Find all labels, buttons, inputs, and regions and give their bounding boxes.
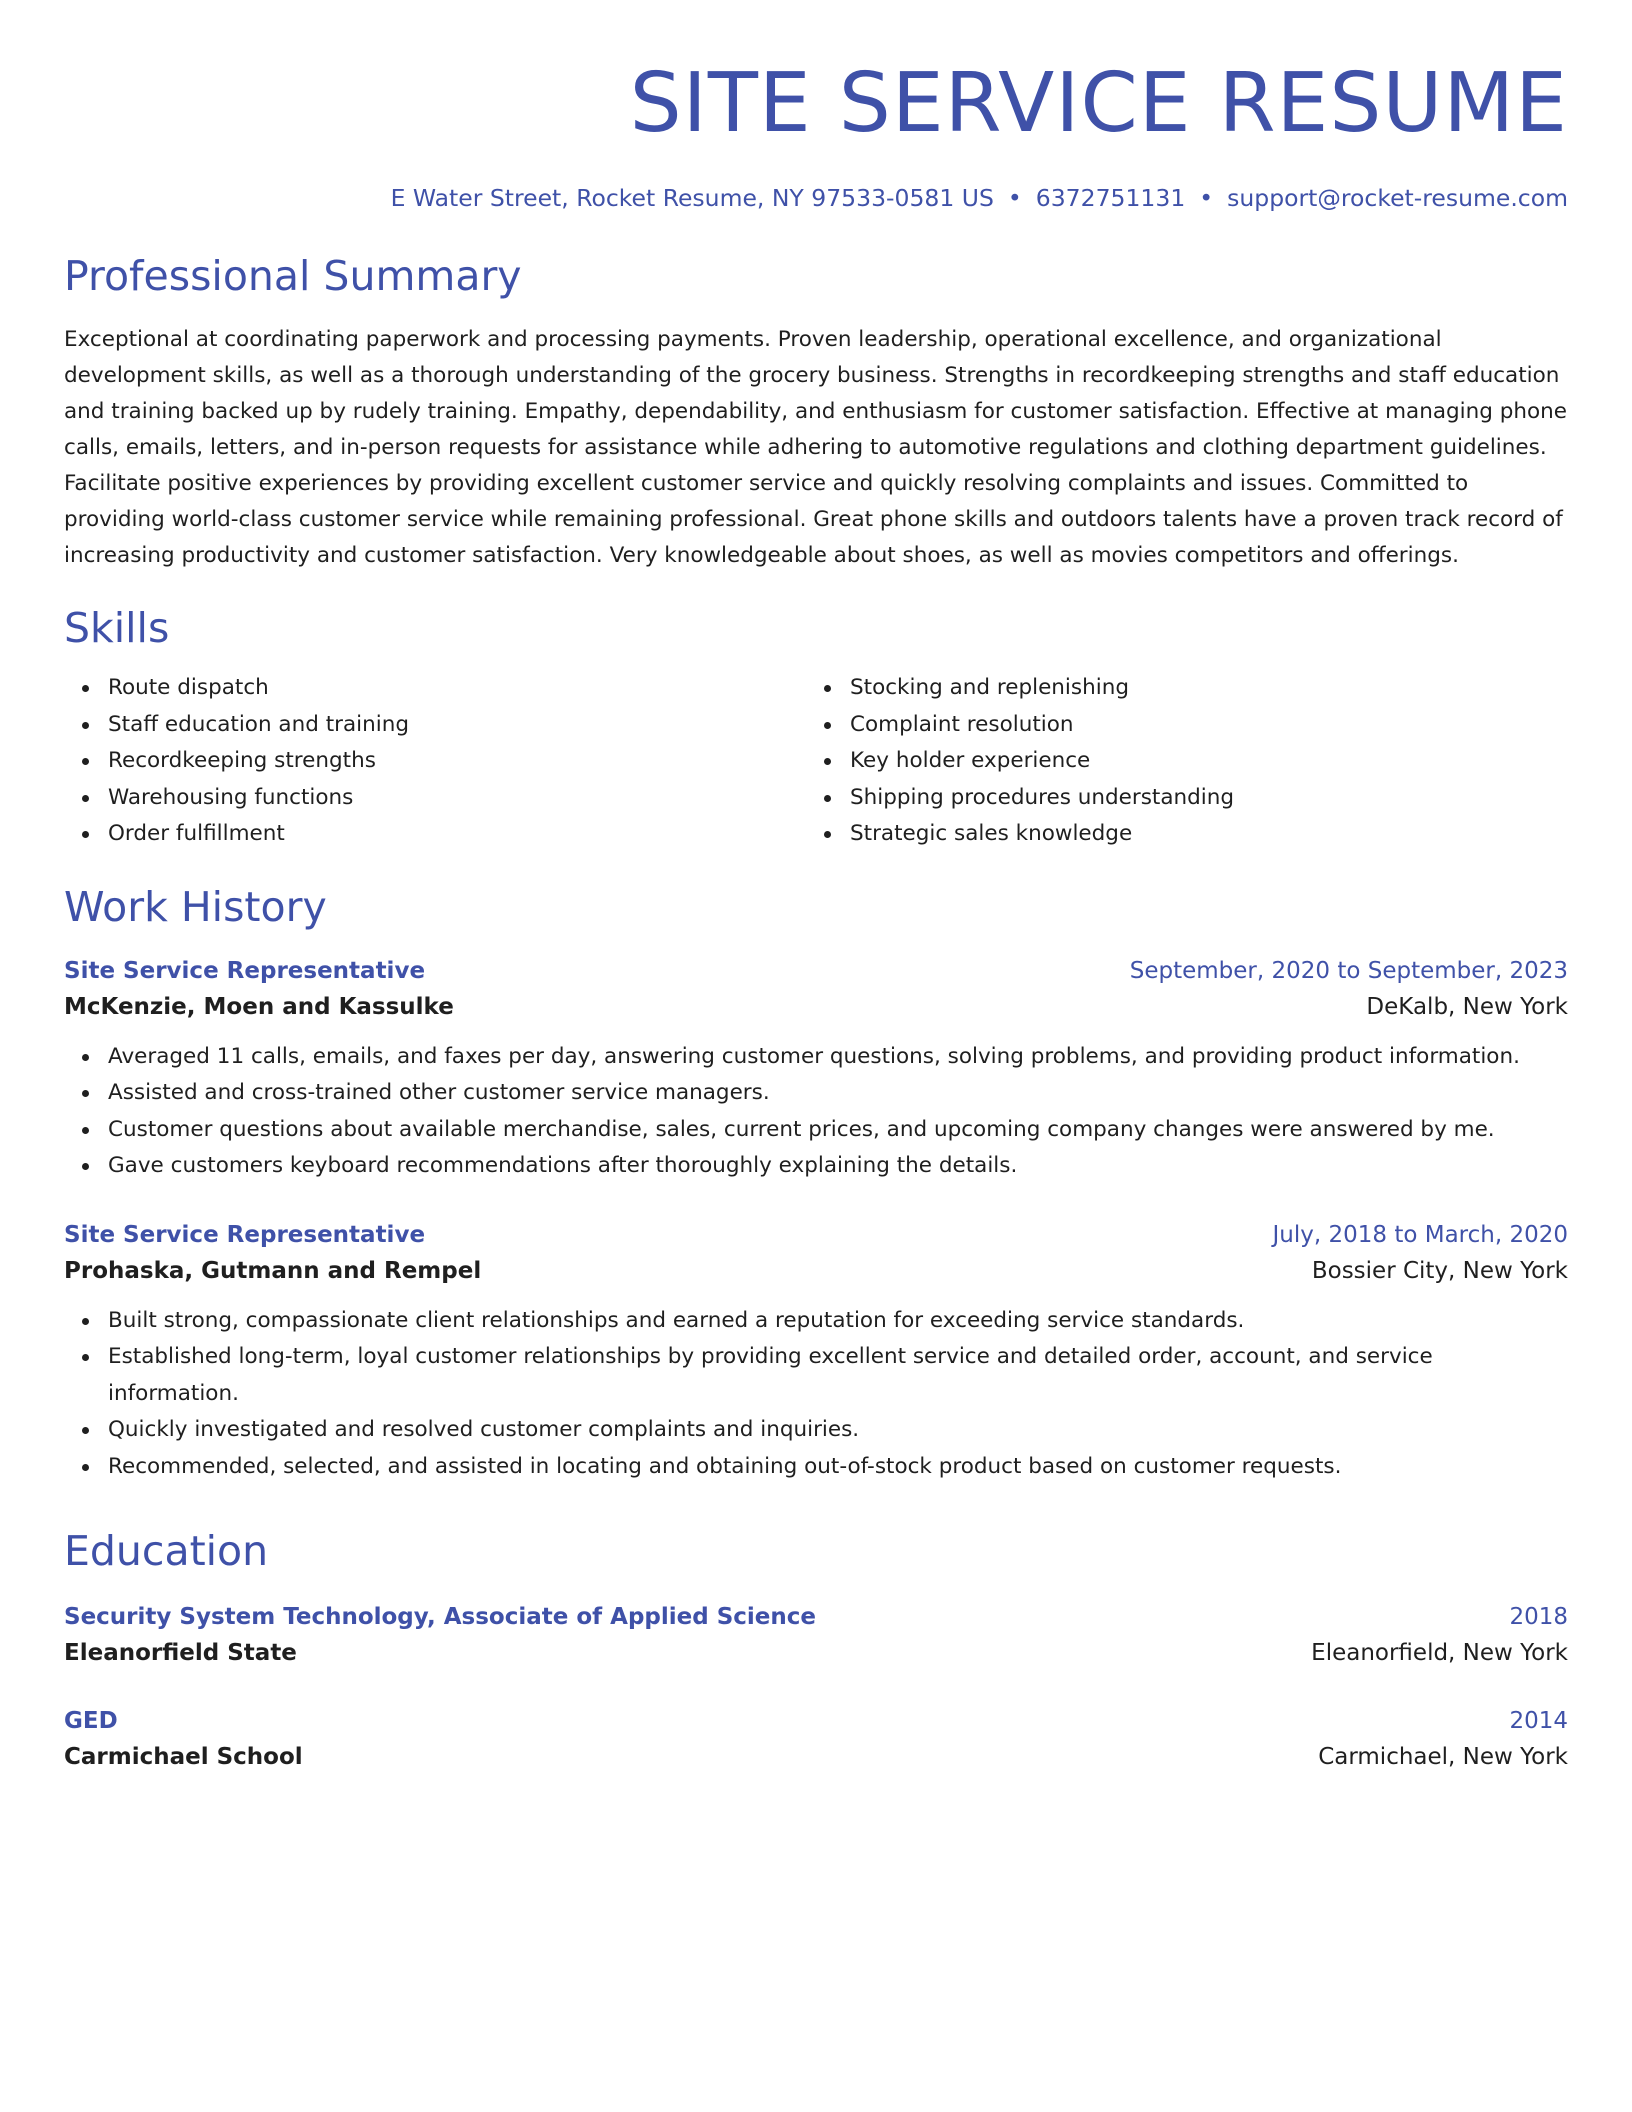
job-entry [64, 1217, 1568, 1486]
job-company: Prohaska, Gutmann and Rempel [64, 1257, 482, 1284]
contact-address: E Water Street, Rocket Resume, NY 97533-0581 US [390, 184, 994, 212]
degree: Security System Technology, Associate of Applied Science [64, 1604, 817, 1630]
job-bullet: Quickly investigated and resolved customer complaints and inquiries. [108, 1412, 1568, 1449]
job-dates: September, 2020 to September, 2023 [1129, 957, 1568, 984]
resume-header [64, 54, 1568, 214]
contact-separator: • [1007, 184, 1022, 212]
job-bullet: Assisted and cross-trained other customer service managers. [108, 1075, 1568, 1112]
job-company-row [64, 989, 1568, 1025]
job-location: DeKalb, New York [1366, 993, 1568, 1020]
job-title-row [64, 953, 1568, 989]
school-name: Eleanorfield State [64, 1640, 297, 1666]
skill-item: Stocking and replenishing [850, 670, 1548, 707]
job-company: McKenzie, Moen and Kassulke [64, 993, 454, 1020]
degree-row [64, 1599, 1568, 1635]
education-heading: Education [64, 1527, 269, 1575]
job-company-row [64, 1253, 1568, 1289]
school-location: Carmichael, New York [1318, 1744, 1568, 1770]
education-entry [64, 1599, 1568, 1671]
skills-heading: Skills [64, 604, 170, 652]
job-location: Bossier City, New York [1311, 1257, 1568, 1284]
skill-item: Warehousing functions [108, 780, 806, 817]
skill-item: Recordkeeping strengths [108, 743, 806, 780]
school-name: Carmichael School [64, 1744, 303, 1770]
job-title: Site Service Representative [64, 1221, 426, 1248]
job-entry [64, 953, 1568, 1185]
school-row [64, 1739, 1568, 1775]
job-bullet: Customer questions about available merchandise, sales, current prices, and upcoming company changes were answered by me. [108, 1112, 1568, 1149]
school-location: Eleanorfield, New York [1311, 1640, 1568, 1666]
skill-item: Strategic sales knowledge [850, 816, 1548, 853]
skill-item: Shipping procedures understanding [850, 780, 1548, 817]
job-dates: July, 2018 to March, 2020 [1272, 1221, 1568, 1248]
job-bullet: Established long-term, loyal customer relationships by providing excellent service and detailed order, account, and service information. [108, 1339, 1568, 1412]
work-history-heading: Work History [64, 882, 327, 931]
job-bullet: Built strong, compassionate client relationships and earned a reputation for exceeding service standards. [108, 1303, 1568, 1340]
work-history-section [64, 881, 1568, 1486]
summary-heading: Professional Summary [64, 252, 522, 300]
skill-item: Key holder experience [850, 743, 1548, 780]
job-title-row [64, 1217, 1568, 1253]
resume-title: SITE SERVICE RESUME [629, 56, 1568, 151]
contact-phone: 6372751131 [1035, 184, 1186, 212]
education-section [64, 1525, 1568, 1775]
graduation-year: 2014 [1509, 1708, 1568, 1734]
job-bullet: Averaged 11 calls, emails, and faxes per day, answering customer questions, solving problems, and providing product information. [108, 1039, 1568, 1076]
skills-left-column [64, 670, 806, 853]
job-title: Site Service Representative [64, 957, 426, 984]
graduation-year: 2018 [1509, 1604, 1568, 1630]
job-bullet: Gave customers keyboard recommendations after thoroughly explaining the details. [108, 1148, 1568, 1185]
skill-item: Complaint resolution [850, 707, 1548, 744]
education-entry [64, 1703, 1568, 1775]
school-row [64, 1635, 1568, 1671]
summary-section [64, 250, 1568, 574]
job-bullet: Recommended, selected, and assisted in locating and obtaining out-of-stock product based on customer requests. [108, 1449, 1568, 1486]
contact-line [64, 182, 1568, 214]
contact-separator: • [1199, 184, 1214, 212]
job-bullets [64, 1303, 1568, 1486]
degree-row [64, 1703, 1568, 1739]
skill-item: Staff education and training [108, 707, 806, 744]
skills-columns [64, 670, 1568, 853]
skill-item: Route dispatch [108, 670, 806, 707]
skills-section [64, 602, 1568, 853]
summary-text: Exceptional at coordinating paperwork and processing payments. Proven leadership, operational excellence, and organizational development skills, as well as a thorough understanding of the grocery business. Strengths in recordkeeping strengths and staff education and training backed up by rudely training. Empathy, dependability, and enthusiasm for customer satisfaction. Effective at managing phone calls, emails, letters, and in-person requests for assistance while adhering to automotive regulations and clothing department guidelines. Facilitate positive experiences by providing excellent customer service and quickly resolving complaints and issues. Committed to providing world-class customer service while remaining professional. Great phone skills and outdoors talents have a proven track record of increasing productivity and customer satisfaction. Very knowledgeable about shoes, as well as movies competitors and offerings. [64, 327, 1568, 568]
job-bullets [64, 1039, 1568, 1185]
contact-email: support@rocket-resume.com [1227, 184, 1568, 212]
skills-right-column [806, 670, 1548, 853]
degree: GED [64, 1708, 118, 1734]
skill-item: Order fulfillment [108, 816, 806, 853]
